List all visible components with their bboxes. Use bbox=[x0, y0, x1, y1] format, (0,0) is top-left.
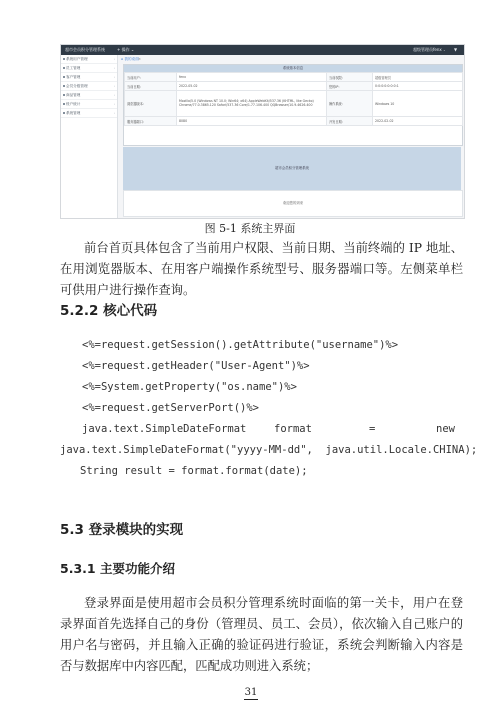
section-heading-5-3: 5.3 登录模块的实现 bbox=[60, 522, 184, 538]
code-line: <%=System.getProperty("os.name")%> bbox=[82, 381, 297, 393]
caret-down-icon: ⌄ bbox=[443, 48, 446, 52]
welcome-message: 欢迎您的到来 bbox=[123, 190, 463, 217]
section-heading-5-2-2: 5.2.2 核心代码 bbox=[60, 303, 158, 319]
figure-caption: 图 5-1 系统主界面 bbox=[204, 222, 296, 235]
chevron-right-icon: › bbox=[113, 111, 115, 115]
app-title: 超市会员积分管理系统 bbox=[65, 47, 105, 52]
code-token: = bbox=[369, 423, 376, 435]
sidebar-item-staff[interactable]: 员工管理 › bbox=[61, 64, 117, 73]
current-date-label: 当前日期： bbox=[125, 82, 177, 91]
browser-value: Mozilla/5.0 (Windows NT 10.0; Win64; x64) AppleWebKit/537.36 (KHTML, like Gecko) Chrome/77.0.3865.120 Safari/537.36 Core/1.77.106.400 QQBrowser/10.9.4626.400 bbox=[177, 91, 327, 117]
sidebar-item-system-admin[interactable]: 系统管理 › bbox=[61, 109, 117, 118]
sidebar-item-member-levels[interactable]: 会员分级管理 › bbox=[61, 82, 117, 91]
table-row bbox=[125, 117, 463, 126]
system-info-card bbox=[123, 64, 463, 146]
dev-date-value: 2022-02-02 bbox=[373, 117, 463, 126]
chevron-right-icon: › bbox=[113, 57, 115, 61]
chevron-right-icon: › bbox=[113, 84, 115, 88]
intro-paragraph: 前台首页具体包含了当前用户权限、当前日期、当前终端的 IP 地址、在用浏览器版本、在用客户端操作系统型号、服务器端口等。左侧菜单栏可供用户进行操作查询。 bbox=[60, 241, 463, 297]
browser-label: 浏览器版本： bbox=[125, 91, 177, 117]
current-date-value: 2022-05-02 bbox=[177, 82, 327, 91]
ip-value: 0:0:0:0:0:0:0:1 bbox=[373, 82, 463, 91]
os-value: Windows 10 bbox=[373, 91, 463, 117]
ops-menu[interactable]: + 操作 ⌄ bbox=[117, 47, 135, 52]
table-row bbox=[125, 82, 463, 91]
os-label: 操作系统： bbox=[327, 91, 373, 117]
close-tab-icon[interactable]: × bbox=[138, 57, 142, 61]
sidebar-item-account-stats[interactable]: 账户统计 › bbox=[61, 100, 117, 109]
login-paragraph: 登录界面是使用超市会员积分管理系统时面临的第一关卡，用户在登录界面首先选择自己的身份（管理员、员工、会员），依次输入自己账户的用户名与密码，并且输入正确的验证码进行验证，系统会判断输入内容是否与数据库中内容匹配，匹配成功则进入系统； bbox=[60, 596, 463, 673]
menu-item-icon bbox=[63, 58, 66, 61]
code-line: <%=request.getServerPort()%> bbox=[82, 402, 260, 414]
code-token: format bbox=[274, 423, 312, 435]
chevron-right-icon: › bbox=[113, 93, 115, 97]
sidebar-menu bbox=[61, 55, 118, 218]
chevron-right-icon: › bbox=[113, 102, 115, 106]
menu-item-icon bbox=[63, 94, 66, 97]
code-line: <%=request.getHeader("User-Agent")%> bbox=[82, 360, 310, 372]
sidebar-item-system-users[interactable]: 系统用户管理 › bbox=[61, 55, 117, 64]
code-line: String result = format.format(date); bbox=[80, 465, 308, 477]
system-main-screenshot bbox=[60, 44, 465, 219]
server-port-label: 服务器端口： bbox=[125, 117, 177, 126]
code-line: <%=request.getSession().getAttribute("username")%> bbox=[82, 339, 399, 351]
menu-item-icon bbox=[63, 76, 66, 79]
menu-item-icon bbox=[63, 85, 66, 88]
user-menu[interactable]: fenx ⌄ bbox=[433, 47, 446, 52]
role-label: 超级管理员 bbox=[413, 47, 433, 52]
code-line: java.text.SimpleDateFormat("yyyy-MM-dd", java.util.Locale.CHINA); bbox=[60, 444, 478, 456]
tab-desktop[interactable]: ⌂ 我的桌面 bbox=[121, 57, 139, 61]
server-port-value: 8080 bbox=[177, 117, 327, 126]
current-role-label: 当前权限： bbox=[327, 73, 373, 82]
current-role-value: 超级管理员 bbox=[373, 73, 463, 82]
chevron-right-icon: › bbox=[113, 66, 115, 70]
section-heading-5-3-1: 5.3.1 主要功能介绍 bbox=[60, 561, 175, 576]
table-row bbox=[125, 73, 463, 82]
code-token: java.text.SimpleDateFormat bbox=[82, 423, 247, 435]
dev-date-label: 开发日期： bbox=[327, 117, 373, 126]
plus-icon: + bbox=[117, 47, 122, 52]
welcome-banner: 超市会员积分管理系统 bbox=[123, 147, 461, 190]
table-row bbox=[125, 91, 463, 117]
current-user-value: fenx bbox=[177, 73, 327, 82]
chevron-right-icon: › bbox=[113, 75, 115, 79]
home-icon: ⌂ bbox=[121, 57, 125, 61]
top-navbar bbox=[61, 45, 464, 55]
sidebar-item-customers[interactable]: 客户管理 › bbox=[61, 73, 117, 82]
menu-item-icon bbox=[63, 112, 66, 115]
system-info-table bbox=[124, 72, 463, 126]
menu-item-icon bbox=[63, 103, 66, 106]
ip-label: 您的IP： bbox=[327, 82, 373, 91]
page-number: 31 bbox=[244, 687, 258, 698]
current-user-label: 当前用户： bbox=[125, 73, 177, 82]
user-caret-icon[interactable]: ▼ bbox=[454, 47, 458, 52]
code-token: new bbox=[436, 423, 455, 435]
sidebar-item-goods[interactable]: 商品管理 › bbox=[61, 91, 117, 100]
chevron-down-icon: ⌄ bbox=[129, 47, 135, 52]
menu-item-icon bbox=[63, 67, 66, 70]
main-content bbox=[118, 55, 464, 218]
system-info-title: 系统基本信息 bbox=[124, 65, 462, 72]
